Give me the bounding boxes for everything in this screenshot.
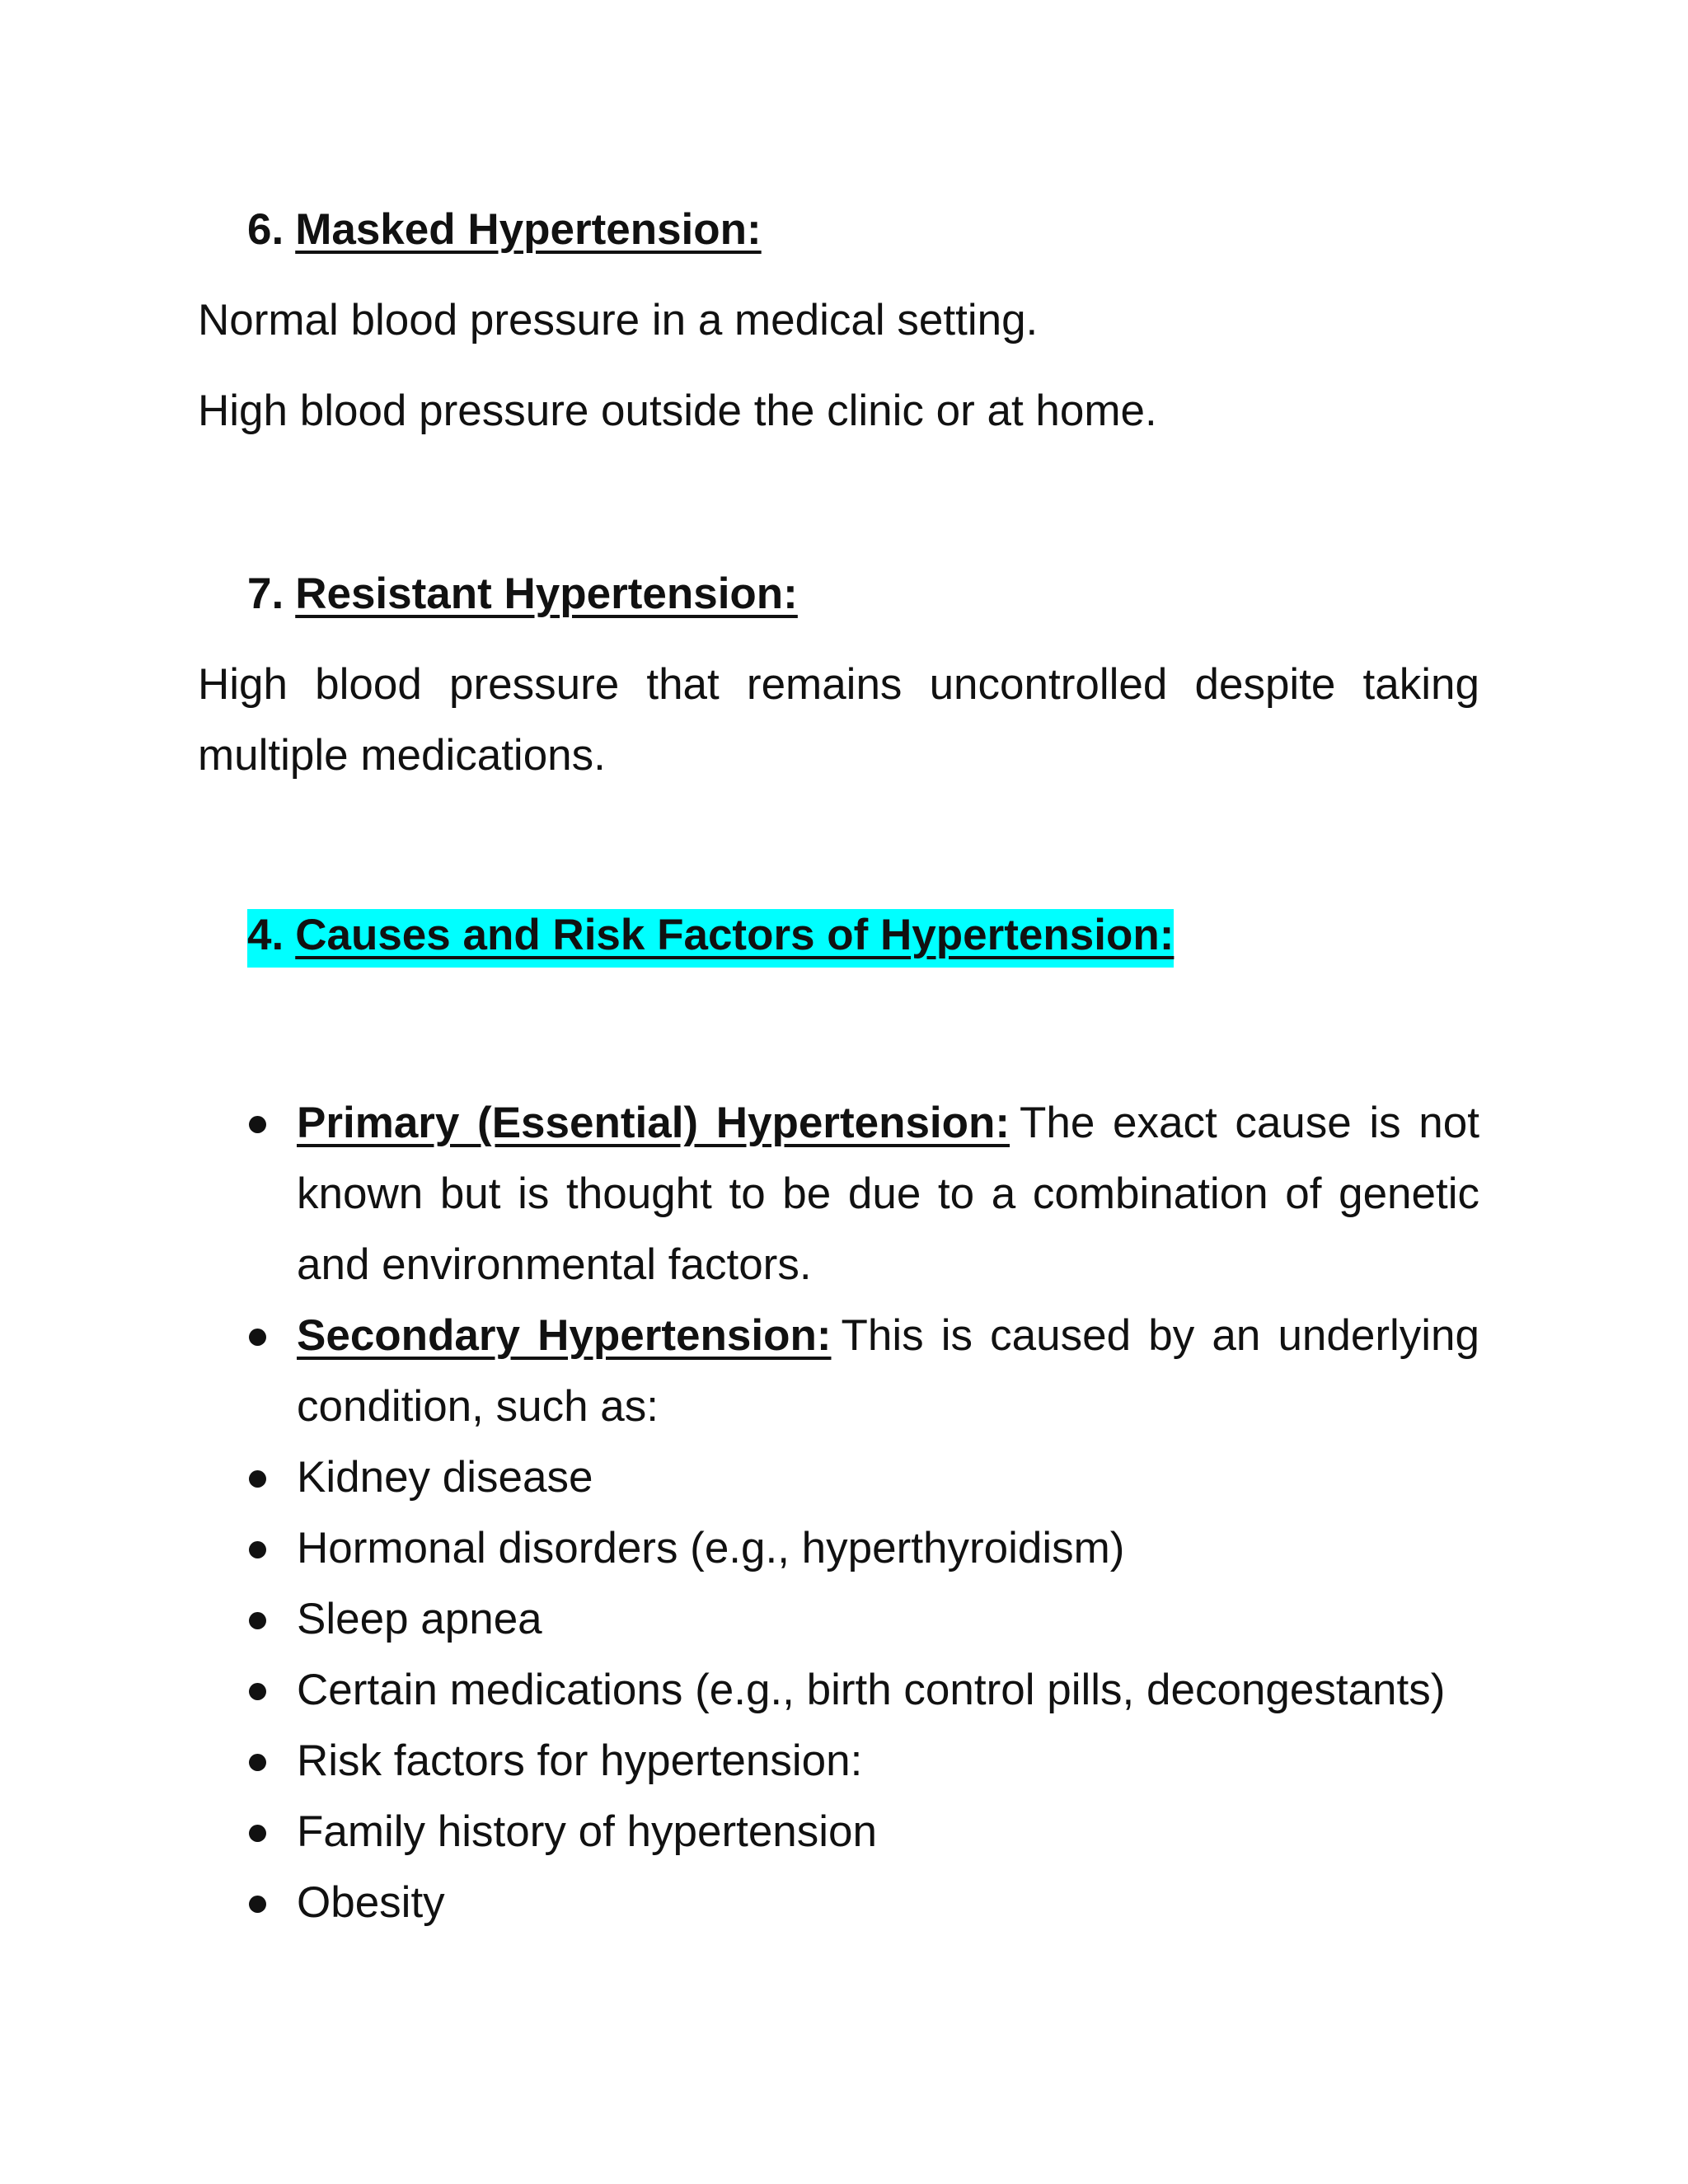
bullet-text: Certain medications (e.g., birth control pills, decongestants) [297,1666,1446,1714]
bullet-icon [249,1683,266,1700]
list-item [247,1513,1479,1584]
bullet-icon [249,1612,266,1629]
section-7-number: 7. [247,569,284,618]
causes-bullet-list [247,1088,1479,1938]
bullet-text: Kidney disease [297,1453,593,1502]
section-6-heading [247,203,762,257]
section-4-highlight [247,909,1174,968]
section-7-title: Resistant Hypertension: [295,569,798,618]
bullet-icon [249,1541,266,1558]
bullet-text: This is caused by an underlying condition, such as: [297,1311,1479,1431]
bullet-text: Risk factors for hypertension: [297,1736,863,1785]
section-6-title: Masked Hypertension: [295,205,762,254]
section-7-heading [247,567,798,621]
section-7-text: High blood pressure that remains uncontrolled despite taking multiple medications. [198,660,1479,780]
list-item [247,1584,1479,1655]
section-4-title: Causes and Risk Factors of Hypertension: [295,911,1175,959]
bullet-text: Obesity [297,1878,445,1927]
bullet-term: Primary (Essential) Hypertension: [297,1099,1010,1147]
list-item [247,1726,1479,1797]
bullet-icon [249,1116,266,1133]
section-6-number: 6. [247,205,284,254]
section-4-number: 4. [247,911,284,959]
bullet-text: The exact cause is not known but is thought to be due to a combination of genetic and environmental factors. [297,1099,1479,1289]
bullet-icon [249,1329,266,1346]
list-item [247,1442,1479,1513]
bullet-text: Family history of hypertension [297,1807,878,1856]
list-item [247,1088,1479,1301]
bullet-text: Sleep apnea [297,1595,542,1643]
section-6-line-2: High blood pressure outside the clinic or at home. [198,387,1157,435]
bullet-icon [249,1825,266,1842]
bullet-icon [249,1754,266,1771]
bullet-icon [249,1470,266,1488]
list-item [247,1797,1479,1868]
bullet-text: Hormonal disorders (e.g., hyperthyroidism) [297,1524,1125,1572]
list-item [247,1655,1479,1726]
section-4-heading [247,908,1174,963]
section-6-line-1: Normal blood pressure in a medical setting. [198,296,1039,344]
list-item [247,1868,1479,1938]
list-item [247,1301,1479,1442]
bullet-icon [249,1896,266,1913]
bullet-term: Secondary Hypertension: [297,1311,832,1360]
